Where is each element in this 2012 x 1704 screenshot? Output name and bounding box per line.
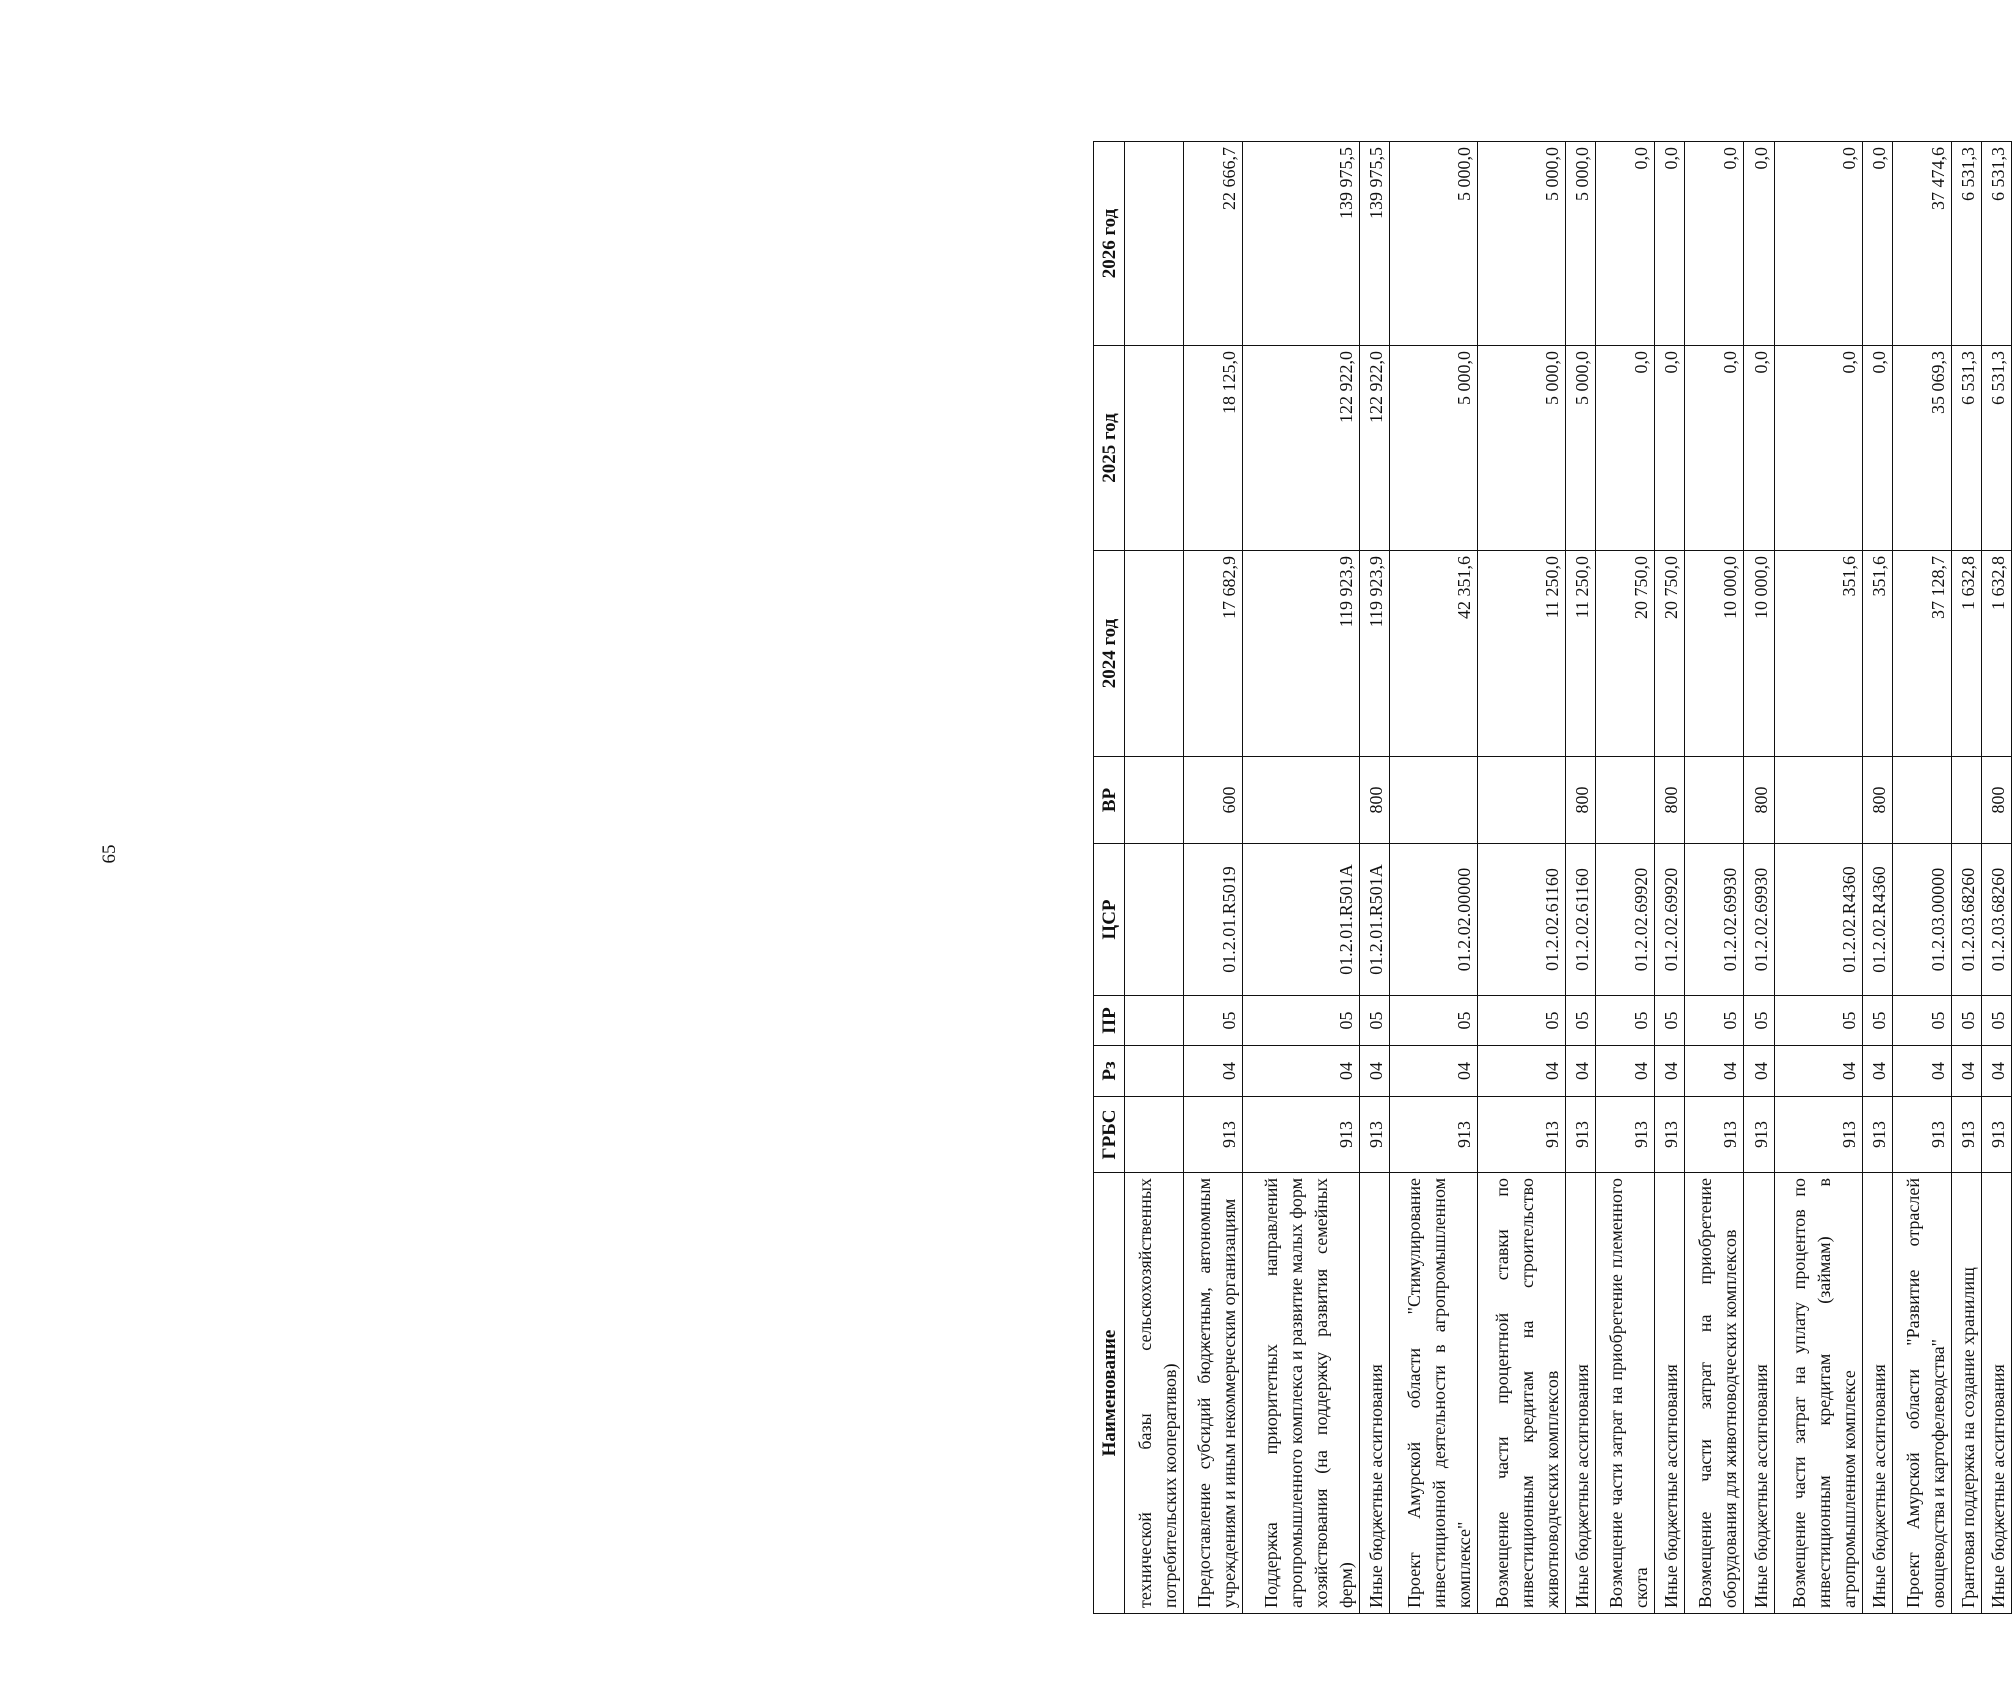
cell-grbs: 913 — [1655, 1097, 1685, 1173]
cell-csr: 01.2.01.R501A — [1243, 844, 1360, 996]
cell-2025: 5 000,0 — [1566, 346, 1596, 551]
table-row — [1243, 142, 1360, 1614]
cell-2024: 351,6 — [1862, 551, 1892, 757]
cell-2025 — [1125, 346, 1184, 551]
cell-name: Возмещение части затрат на приобретение племенного скота — [1596, 1173, 1655, 1614]
cell-vr — [1390, 757, 1478, 844]
cell-grbs: 913 — [1744, 1097, 1774, 1173]
cell-2024: 11 250,0 — [1478, 551, 1566, 757]
cell-vr — [1596, 757, 1655, 844]
cell-grbs — [1125, 1097, 1184, 1173]
cell-name: Грантовая поддержка на создание хранилищ — [1951, 1173, 1981, 1614]
cell-2025: 6 531,3 — [1951, 346, 1981, 551]
cell-name: Предоставление субсидий бюджетным, автономным учреждениям и иным некоммерческим организациям — [1184, 1173, 1243, 1614]
cell-2026: 5 000,0 — [1478, 142, 1566, 346]
cell-2025: 5 000,0 — [1390, 346, 1478, 551]
cell-pr — [1125, 996, 1184, 1046]
cell-pr: 05 — [1862, 996, 1892, 1046]
cell-vr: 800 — [1360, 757, 1390, 844]
cell-2026: 0,0 — [1862, 142, 1892, 346]
cell-2024: 11 250,0 — [1566, 551, 1596, 757]
cell-rz: 04 — [1744, 1046, 1774, 1097]
cell-rz: 04 — [1981, 1046, 2011, 1097]
cell-2024: 10 000,0 — [1744, 551, 1774, 757]
cell-grbs: 913 — [1243, 1097, 1360, 1173]
cell-csr: 01.2.02.00000 — [1390, 844, 1478, 996]
cell-2026: 0,0 — [1685, 142, 1744, 346]
cell-grbs: 913 — [1685, 1097, 1744, 1173]
cell-2025: 0,0 — [1596, 346, 1655, 551]
cell-2026: 0,0 — [1774, 142, 1862, 346]
col-header-2026: 2026 год — [1094, 142, 1125, 346]
cell-grbs: 913 — [1360, 1097, 1390, 1173]
budget-table — [1093, 141, 2012, 1614]
table-row — [1125, 142, 1184, 1614]
cell-2026 — [1125, 142, 1184, 346]
table-row — [1685, 142, 1744, 1614]
col-header-2024: 2024 год — [1094, 551, 1125, 757]
cell-2026: 0,0 — [1744, 142, 1774, 346]
cell-rz: 04 — [1774, 1046, 1862, 1097]
page-number: 65 — [99, 844, 120, 864]
table-row — [1390, 142, 1478, 1614]
table-row — [1478, 142, 1566, 1614]
cell-vr — [1243, 757, 1360, 844]
cell-rz: 04 — [1685, 1046, 1744, 1097]
table-row — [1892, 142, 1951, 1614]
table-header-row — [1094, 142, 1125, 1614]
cell-pr: 05 — [1892, 996, 1951, 1046]
cell-2025: 35 069,3 — [1892, 346, 1951, 551]
cell-grbs: 913 — [1892, 1097, 1951, 1173]
cell-name: Возмещение части затрат на приобретение оборудования для животноводческих комплексов — [1685, 1173, 1744, 1614]
cell-name: Иные бюджетные ассигнования — [1981, 1173, 2011, 1614]
cell-pr: 05 — [1596, 996, 1655, 1046]
cell-2025: 0,0 — [1744, 346, 1774, 551]
cell-2024: 37 128,7 — [1892, 551, 1951, 757]
table-row — [1862, 142, 1892, 1614]
cell-grbs: 913 — [1390, 1097, 1478, 1173]
col-header-vr: ВР — [1094, 757, 1125, 844]
cell-rz: 04 — [1596, 1046, 1655, 1097]
cell-2025: 122 922,0 — [1243, 346, 1360, 551]
cell-vr: 800 — [1981, 757, 2011, 844]
table-row — [1184, 142, 1243, 1614]
cell-2025: 0,0 — [1862, 346, 1892, 551]
cell-rz: 04 — [1478, 1046, 1566, 1097]
cell-name: Возмещение части процентной ставки по инвестиционным кредитам на строительство животноводческих комплексов — [1478, 1173, 1566, 1614]
cell-csr: 01.2.02.69930 — [1744, 844, 1774, 996]
cell-vr — [1892, 757, 1951, 844]
cell-csr: 01.2.02.R4360 — [1862, 844, 1892, 996]
cell-rz: 04 — [1566, 1046, 1596, 1097]
cell-2026: 22 666,7 — [1184, 142, 1243, 346]
cell-2024: 119 923,9 — [1243, 551, 1360, 757]
cell-rz: 04 — [1655, 1046, 1685, 1097]
cell-2026: 6 531,3 — [1951, 142, 1981, 346]
cell-csr: 01.2.01.R5019 — [1184, 844, 1243, 996]
cell-2026: 139 975,5 — [1360, 142, 1390, 346]
cell-csr: 01.2.03.68260 — [1951, 844, 1981, 996]
cell-vr: 800 — [1655, 757, 1685, 844]
cell-grbs: 913 — [1951, 1097, 1981, 1173]
table-row — [1981, 142, 2011, 1614]
cell-csr: 01.2.02.R4360 — [1774, 844, 1862, 996]
cell-name: Проект Амурской области "Развитие отраслей овощеводства и картофелеводства" — [1892, 1173, 1951, 1614]
cell-2026: 139 975,5 — [1243, 142, 1360, 346]
cell-csr — [1125, 844, 1184, 996]
cell-name: Поддержка приоритетных направлений агропромышленного комплекса и развитие малых форм хозяйствования (на поддержку развития семейных ферм) — [1243, 1173, 1360, 1614]
col-header-2025: 2025 год — [1094, 346, 1125, 551]
col-header-rz: Рз — [1094, 1046, 1125, 1097]
cell-pr: 05 — [1184, 996, 1243, 1046]
cell-csr: 01.2.01.R501A — [1360, 844, 1390, 996]
cell-name: технической базы сельскохозяйственных потребительских кооперативов) — [1125, 1173, 1184, 1614]
cell-2026: 6 531,3 — [1981, 142, 2011, 346]
cell-vr: 800 — [1566, 757, 1596, 844]
cell-2024: 42 351,6 — [1390, 551, 1478, 757]
cell-2025: 0,0 — [1655, 346, 1685, 551]
cell-pr: 05 — [1951, 996, 1981, 1046]
cell-pr: 05 — [1390, 996, 1478, 1046]
cell-2025: 5 000,0 — [1478, 346, 1566, 551]
cell-2025: 18 125,0 — [1184, 346, 1243, 551]
cell-name: Проект Амурской области "Стимулирование инвестиционной деятельности в агропромышленном комплексе" — [1390, 1173, 1478, 1614]
cell-pr: 05 — [1655, 996, 1685, 1046]
cell-vr: 600 — [1184, 757, 1243, 844]
cell-2025: 0,0 — [1774, 346, 1862, 551]
cell-2024: 351,6 — [1774, 551, 1862, 757]
col-header-pr: ПР — [1094, 996, 1125, 1046]
cell-rz: 04 — [1390, 1046, 1478, 1097]
cell-vr — [1774, 757, 1862, 844]
cell-grbs: 913 — [1566, 1097, 1596, 1173]
cell-2026: 5 000,0 — [1390, 142, 1478, 346]
col-header-csr: ЦСР — [1094, 844, 1125, 996]
cell-rz: 04 — [1862, 1046, 1892, 1097]
cell-grbs: 913 — [1478, 1097, 1566, 1173]
cell-pr: 05 — [1981, 996, 2011, 1046]
col-header-grbs: ГРБС — [1094, 1097, 1125, 1173]
cell-csr: 01.2.02.61160 — [1566, 844, 1596, 996]
cell-2024 — [1125, 551, 1184, 757]
cell-rz: 04 — [1951, 1046, 1981, 1097]
cell-rz: 04 — [1184, 1046, 1243, 1097]
table-row — [1744, 142, 1774, 1614]
cell-pr: 05 — [1744, 996, 1774, 1046]
cell-2026: 37 474,6 — [1892, 142, 1951, 346]
cell-2024: 119 923,9 — [1360, 551, 1390, 757]
cell-2024: 17 682,9 — [1184, 551, 1243, 757]
cell-vr: 800 — [1744, 757, 1774, 844]
cell-pr: 05 — [1566, 996, 1596, 1046]
cell-pr: 05 — [1685, 996, 1744, 1046]
cell-2025: 122 922,0 — [1360, 346, 1390, 551]
table-row — [1655, 142, 1685, 1614]
cell-2026: 0,0 — [1596, 142, 1655, 346]
cell-2026: 5 000,0 — [1566, 142, 1596, 346]
cell-2024: 20 750,0 — [1596, 551, 1655, 757]
cell-csr: 01.2.02.69930 — [1685, 844, 1744, 996]
cell-grbs: 913 — [1774, 1097, 1862, 1173]
cell-vr: 800 — [1862, 757, 1892, 844]
cell-2024: 10 000,0 — [1685, 551, 1744, 757]
table-row — [1360, 142, 1390, 1614]
cell-pr: 05 — [1774, 996, 1862, 1046]
cell-name: Иные бюджетные ассигнования — [1360, 1173, 1390, 1614]
cell-vr — [1478, 757, 1566, 844]
cell-2025: 0,0 — [1685, 346, 1744, 551]
cell-name: Возмещение части затрат на уплату процентов по инвестиционным кредитам (займам) в агропромышленном комплексе — [1774, 1173, 1862, 1614]
cell-2024: 20 750,0 — [1655, 551, 1685, 757]
cell-grbs: 913 — [1184, 1097, 1243, 1173]
cell-grbs: 913 — [1981, 1097, 2011, 1173]
cell-2024: 1 632,8 — [1951, 551, 1981, 757]
table-row — [1596, 142, 1655, 1614]
cell-vr — [1951, 757, 1981, 844]
table-row — [1951, 142, 1981, 1614]
cell-rz — [1125, 1046, 1184, 1097]
cell-rz: 04 — [1360, 1046, 1390, 1097]
cell-csr: 01.2.02.61160 — [1478, 844, 1566, 996]
cell-name: Иные бюджетные ассигнования — [1744, 1173, 1774, 1614]
cell-name: Иные бюджетные ассигнования — [1566, 1173, 1596, 1614]
cell-csr: 01.2.02.69920 — [1596, 844, 1655, 996]
table-row — [1774, 142, 1862, 1614]
cell-csr: 01.2.03.00000 — [1892, 844, 1951, 996]
cell-pr: 05 — [1243, 996, 1360, 1046]
cell-csr: 01.2.03.68260 — [1981, 844, 2011, 996]
cell-2025: 6 531,3 — [1981, 346, 2011, 551]
cell-pr: 05 — [1360, 996, 1390, 1046]
cell-vr — [1685, 757, 1744, 844]
cell-2024: 1 632,8 — [1981, 551, 2011, 757]
cell-vr — [1125, 757, 1184, 844]
rotated-table-container — [1093, 142, 2012, 1614]
cell-grbs: 913 — [1596, 1097, 1655, 1173]
cell-rz: 04 — [1892, 1046, 1951, 1097]
cell-name: Иные бюджетные ассигнования — [1655, 1173, 1685, 1614]
cell-2026: 0,0 — [1655, 142, 1685, 346]
cell-pr: 05 — [1478, 996, 1566, 1046]
cell-grbs: 913 — [1862, 1097, 1892, 1173]
cell-csr: 01.2.02.69920 — [1655, 844, 1685, 996]
cell-rz: 04 — [1243, 1046, 1360, 1097]
cell-name: Иные бюджетные ассигнования — [1862, 1173, 1892, 1614]
col-header-name: Наименование — [1094, 1173, 1125, 1614]
table-row — [1566, 142, 1596, 1614]
